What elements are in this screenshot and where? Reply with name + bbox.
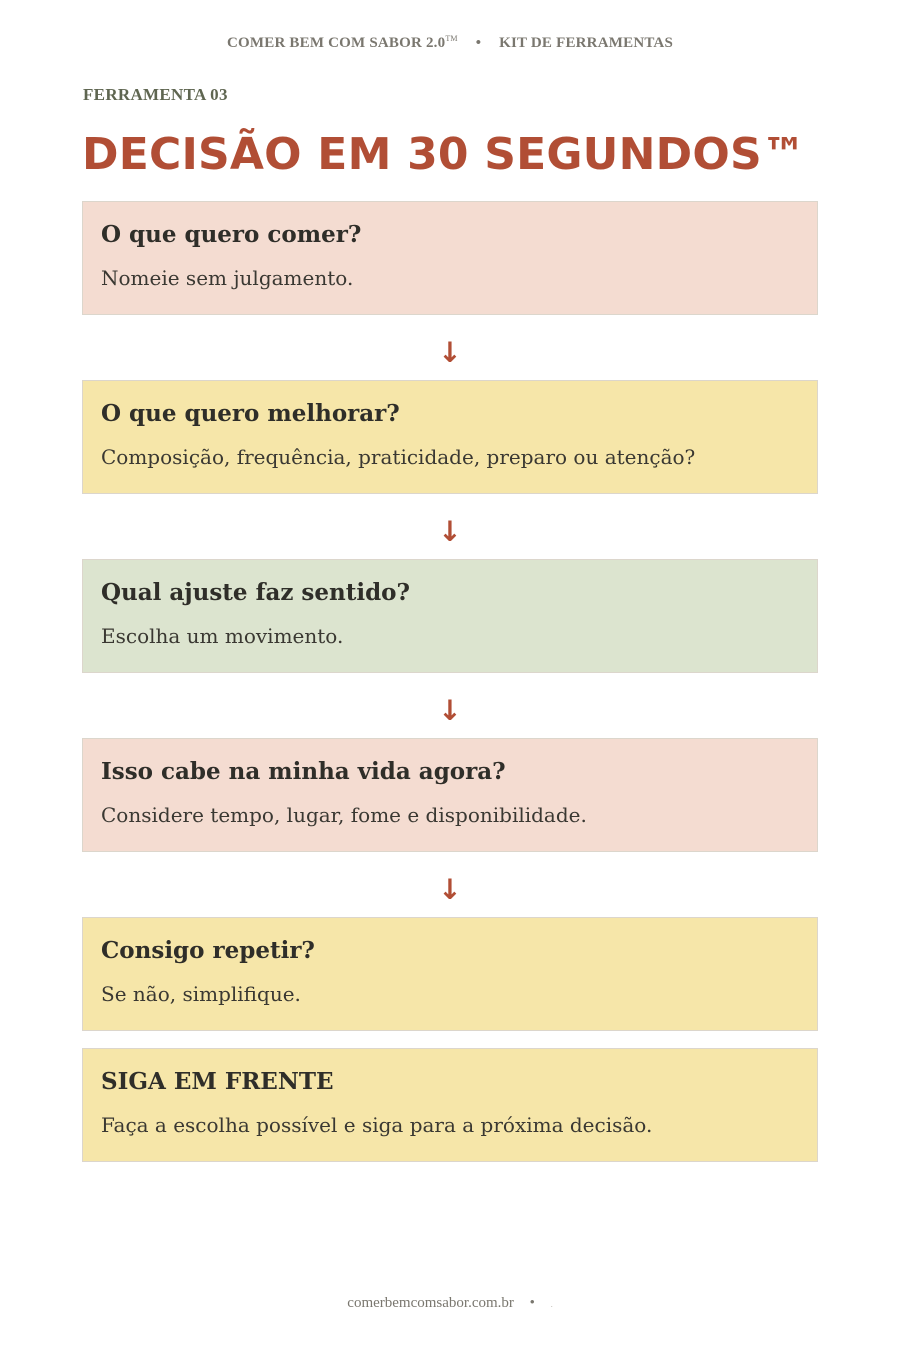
step-question: Qual ajuste faz sentido? bbox=[101, 579, 410, 606]
down-arrow-icon: ↓ bbox=[438, 515, 462, 548]
step-card-5 bbox=[82, 917, 818, 1031]
step-card-4 bbox=[82, 738, 818, 852]
final-card bbox=[82, 1048, 818, 1162]
step-question: Consigo repetir? bbox=[101, 937, 315, 964]
header-section: KIT DE FERRAMENTAS bbox=[499, 35, 674, 51]
down-arrow-icon: ↓ bbox=[438, 873, 462, 906]
page-footer bbox=[0, 1295, 900, 1312]
footer-trail: . bbox=[550, 1300, 553, 1309]
step-card-3 bbox=[82, 559, 818, 673]
step-description: Considere tempo, lugar, fome e disponibilidade. bbox=[101, 803, 587, 827]
card-spacer bbox=[82, 1031, 818, 1048]
footer-site-link[interactable]: comerbemcomsabor.com.br bbox=[347, 1295, 514, 1311]
header-trademark: TM bbox=[445, 34, 458, 43]
down-arrow-icon: ↓ bbox=[438, 694, 462, 727]
header-separator: • bbox=[475, 35, 482, 51]
final-title: SIGA EM FRENTE bbox=[101, 1068, 334, 1095]
step-card-2 bbox=[82, 380, 818, 494]
step-question: O que quero melhorar? bbox=[101, 400, 400, 427]
step-question: Isso cabe na minha vida agora? bbox=[101, 758, 506, 785]
down-arrow-icon: ↓ bbox=[438, 336, 462, 369]
step-question: O que quero comer? bbox=[101, 221, 362, 248]
header-brand: COMER BEM COM SABOR 2.0 bbox=[226, 35, 446, 51]
step-description: Nomeie sem julgamento. bbox=[101, 266, 354, 290]
step-card-1 bbox=[82, 201, 818, 315]
footer-separator: • bbox=[529, 1295, 535, 1311]
step-description: Composição, frequência, praticidade, preparo ou atenção? bbox=[101, 445, 696, 469]
step-description: Se não, simplifique. bbox=[101, 982, 301, 1006]
page-header bbox=[0, 34, 900, 52]
tool-number: FERRAMENTA 03 bbox=[83, 85, 228, 104]
final-description: Faça a escolha possível e siga para a próxima decisão. bbox=[101, 1113, 653, 1137]
page-title: DECISÃO EM 30 SEGUNDOS™ bbox=[82, 129, 807, 180]
decision-flow bbox=[82, 201, 818, 1162]
step-description: Escolha um movimento. bbox=[101, 624, 344, 648]
